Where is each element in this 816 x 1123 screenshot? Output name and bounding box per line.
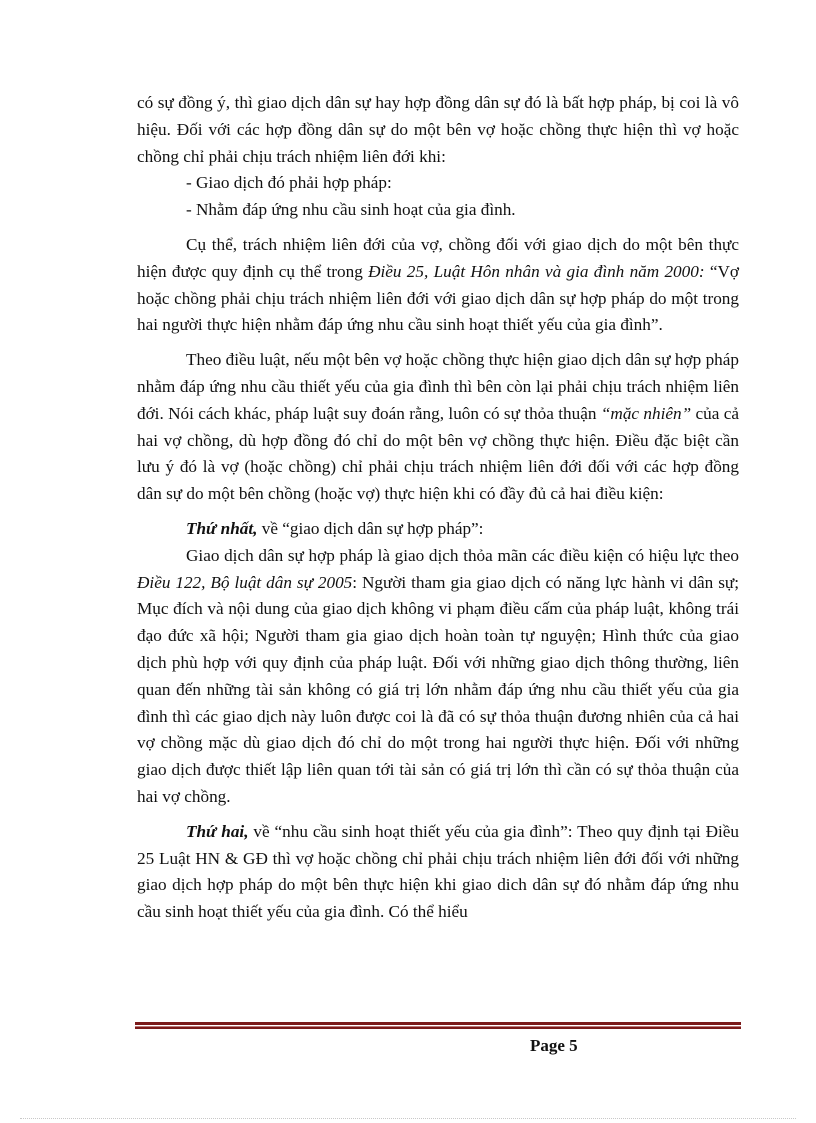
paragraph-second-condition (137, 819, 739, 926)
text-run: : Người tham gia giao dịch có năng lực hành vi dân sự; Mục đích và nội dung của giao dịch không vi phạm điều cấm của pháp luật, không trái đạo đức xã hội; Người tham gia giao dịch hoàn toàn tự nguyện; Hình thức của giao dịch phù hợp với quy định của pháp luật. Đối với những giao dịch thông thường, liên quan đến những tài sản không có giá trị lớn nhằm đáp ứng nhu cầu thiết yếu của gia đình thì các giao dịch này luôn được coi là đã có sự thỏa thuận đương nhiên của cả hai vợ chồng mặc dù giao dịch đó chỉ do một trong hai người thực hiện. Đối với những giao dịch được thiết lập liên quan tới tài sản có giá trị lớn thì cần có sự thỏa thuận của hai vợ chồng. (137, 572, 739, 806)
document-body (137, 90, 739, 926)
text-run: về “giao dịch dân sự hợp pháp”: (257, 518, 484, 538)
paragraph-article-25 (137, 232, 739, 339)
first-label: Thứ nhất, (186, 518, 258, 538)
bullet-family-needs: - Nhằm đáp ứng nhu cầu sinh hoạt của gia đình. (186, 200, 516, 220)
legal-reference: Điều 25, Luật Hôn nhân và gia đình năm 2000: (368, 261, 705, 281)
text-run: về “nhu cầu sinh hoạt thiết yếu của gia đình”: Theo quy định tại Điều 25 Luật HN & GĐ thì vợ hoặc chồng chỉ phải chịu trách nhiệm liên đới đối với những giao dịch hợp pháp do một bên thực hiện khi giao dich dân sự đó nhằm đáp ứng nhu cầu sinh hoạt thiết yếu của gia đình. Có thể hiểu (137, 821, 739, 922)
legal-reference: Điều 122, Bộ luật dân sự 2005 (137, 572, 353, 592)
heading-first-condition (137, 516, 739, 543)
emphasis-tacit: “mặc nhiên” (600, 403, 692, 423)
footer-divider (135, 1022, 741, 1029)
paragraph-lawful-transaction (137, 543, 739, 811)
text-run: Cụ thể, trách nhiệm liên đới của vợ, chồng đối với giao dịch do một bên thực hiện được quy định cụ thể trong (137, 234, 739, 281)
paragraph-joint-liability (137, 347, 739, 508)
page-edge-divider (20, 1118, 796, 1119)
page-number: Page 5 (530, 1036, 578, 1055)
text-run: của cả hai vợ chồng, dù hợp đồng đó chỉ do một bên vợ chồng thực hiện. Điều đặc biệt cần lưu ý đó là vợ (hoặc chồng) chỉ phải chịu trách nhiệm liên đới đối với các hợp đồng dân sự do một bên chồng (hoặc vợ) thực hiện khi có đầy đủ cả hai điều kiện: (137, 403, 740, 504)
second-label: Thứ hai, (186, 821, 249, 841)
text-run: Theo điều luật, nếu một bên vợ hoặc chồng thực hiện giao dịch dân sự hợp pháp nhằm đáp ứng nhu cầu thiết yếu của gia đình thì bên còn lại phải chịu trách nhiệm liên đới. Nói cách khác, pháp luật suy đoán rằng, luôn có sự thỏa thuận (137, 350, 739, 423)
bullet-lawful-transaction: - Giao dịch đó phải hợp pháp: (186, 173, 392, 193)
text-run: “Vợ hoặc chồng phải chịu trách nhiệm liên đới với giao dịch dân sự hợp pháp do một trong hai người thực hiện nhằm đáp ứng nhu cầu sinh hoạt thiết yếu của gia đình”. (137, 261, 739, 335)
paragraph-consent: có sự đồng ý, thì giao dịch dân sự hay hợp đồng dân sự đó là bất hợp pháp, bị coi là vô hiệu. Đối với các hợp đồng dân sự do một bên vợ hoặc chồng thực hiện thì vợ hoặc chồng chỉ phải chịu trách nhiệm liên đới khi: (137, 93, 739, 166)
text-run: Giao dịch dân sự hợp pháp là giao dịch thỏa mãn các điều kiện có hiệu lực theo (186, 545, 739, 565)
